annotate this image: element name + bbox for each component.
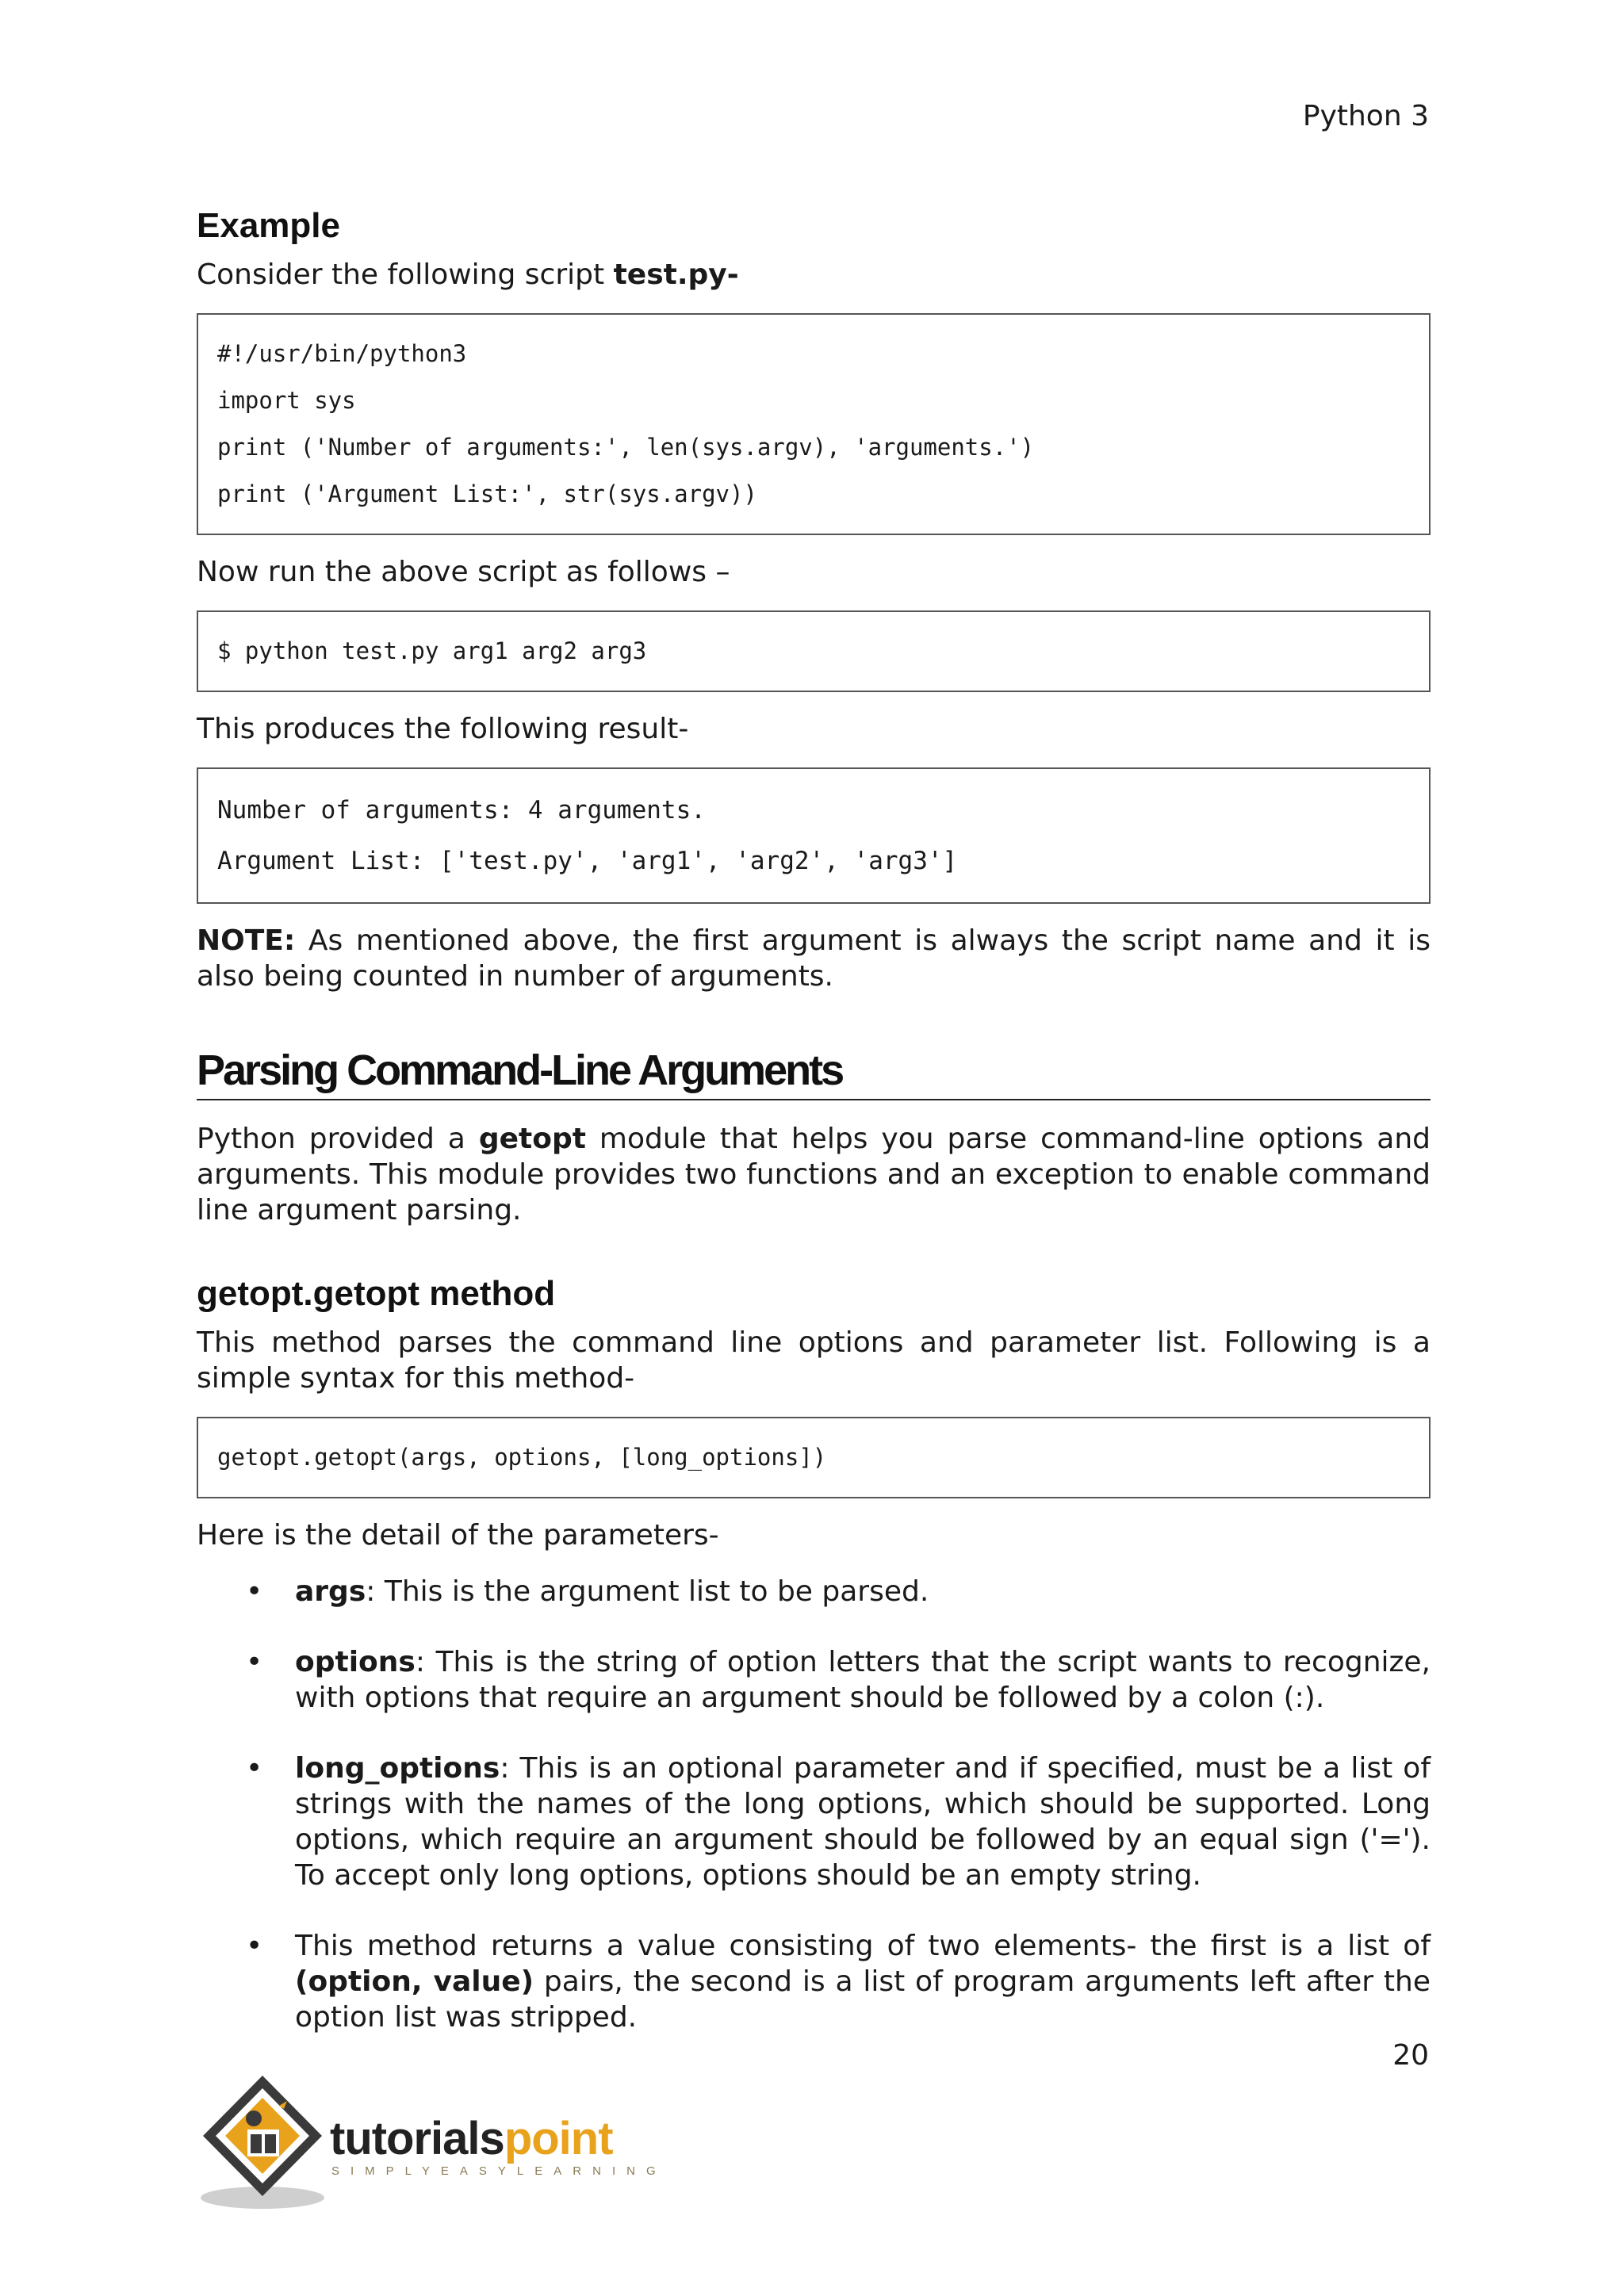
note-text: As mentioned above, the first argument is always the script name and it is also being counted in number of arguments. [197, 924, 1431, 993]
code-line: import sys [217, 387, 356, 414]
param-pre: This method returns a value consisting of two elements- the first is a list of [295, 1930, 1431, 1962]
bullet-icon: • [246, 1575, 263, 1608]
param-desc: : This is the argument list to be parsed. [366, 1575, 929, 1608]
note-label: NOTE: [197, 924, 296, 957]
result-intro: This produces the following result- [197, 713, 689, 745]
bullet-icon: • [246, 1930, 263, 1962]
bullet-icon: • [246, 1646, 263, 1678]
getopt-term: getopt [478, 1123, 586, 1155]
code-line: getopt.getopt(args, options, [long_options]) [217, 1444, 827, 1471]
logo-name-part2: point [504, 2113, 613, 2164]
list-item [197, 1574, 1431, 1609]
section-heading: Parsing Command-Line Arguments [197, 1045, 1431, 1100]
example-heading: Example [197, 206, 340, 245]
page-content [197, 205, 1431, 2070]
param-name: options [295, 1646, 416, 1678]
script-code-block [197, 313, 1431, 535]
bullet-icon: • [246, 1752, 263, 1785]
syntax-code-block [197, 1417, 1431, 1498]
code-line: print ('Number of arguments:', len(sys.argv), 'arguments.') [217, 434, 1035, 461]
method-heading: getopt.getopt method [197, 1274, 556, 1313]
example-intro [197, 257, 1431, 293]
param-desc: : This is an optional parameter and if specified, must be a list of strings with the names of the long options, which should be supported. Long options, which require an argument should be followed by an equal sign ('='). To accept only long options, options should be an empty string. [295, 1752, 1431, 1892]
note-paragraph [197, 923, 1431, 994]
example-intro-text: Consider the following script [197, 258, 614, 291]
command-code-block [197, 610, 1431, 692]
param-name: (option, value) [295, 1965, 534, 1998]
params-list [197, 1574, 1431, 2035]
page-number: 20 [1392, 2039, 1429, 2072]
code-line: print ('Argument List:', str(sys.argv)) [217, 480, 757, 507]
code-line: #!/usr/bin/python3 [217, 340, 467, 367]
logo-wordmark [330, 2114, 613, 2164]
code-line: Argument List: ['test.py', 'arg1', 'arg2', 'arg3'] [217, 847, 958, 875]
params-intro: Here is the detail of the parameters- [197, 1519, 719, 1552]
logo-diamond-icon [195, 2071, 330, 2214]
parsing-intro-pre: Python provided a [197, 1123, 479, 1155]
parsing-intro [197, 1121, 1431, 1228]
param-name: long_options [295, 1752, 500, 1785]
script-filename: test.py- [613, 258, 739, 291]
tutorialspoint-logo [195, 2071, 671, 2214]
parsing-intro-post: module that helps you parse command-line options and arguments. This module provides two functions and an exception to enable command line argument parsing. [197, 1123, 1431, 1226]
output-code-block [197, 767, 1431, 904]
list-item [197, 1928, 1431, 2035]
run-intro: Now run the above script as follows – [197, 556, 730, 588]
param-desc: pairs, the second is a list of program arguments left after the option list was stripped. [295, 1965, 1431, 2034]
param-desc: : This is the string of option letters that the script wants to recognize, with options that require an argument should be followed by a colon (:). [295, 1646, 1431, 1714]
logo-name-part1: tutorials [330, 2113, 504, 2164]
code-line: $ python test.py arg1 arg2 arg3 [217, 637, 647, 664]
param-name: args [295, 1575, 366, 1608]
method-description: This method parses the command line options and parameter list. Following is a simple syntax for this method- [197, 1326, 1431, 1395]
logo-tagline: SIMPLYEASYLEARNING [331, 2164, 667, 2178]
list-item [197, 1751, 1431, 1893]
code-line: Number of arguments: 4 arguments. [217, 796, 706, 825]
list-item [197, 1644, 1431, 1716]
page-header-title: Python 3 [1302, 100, 1429, 132]
